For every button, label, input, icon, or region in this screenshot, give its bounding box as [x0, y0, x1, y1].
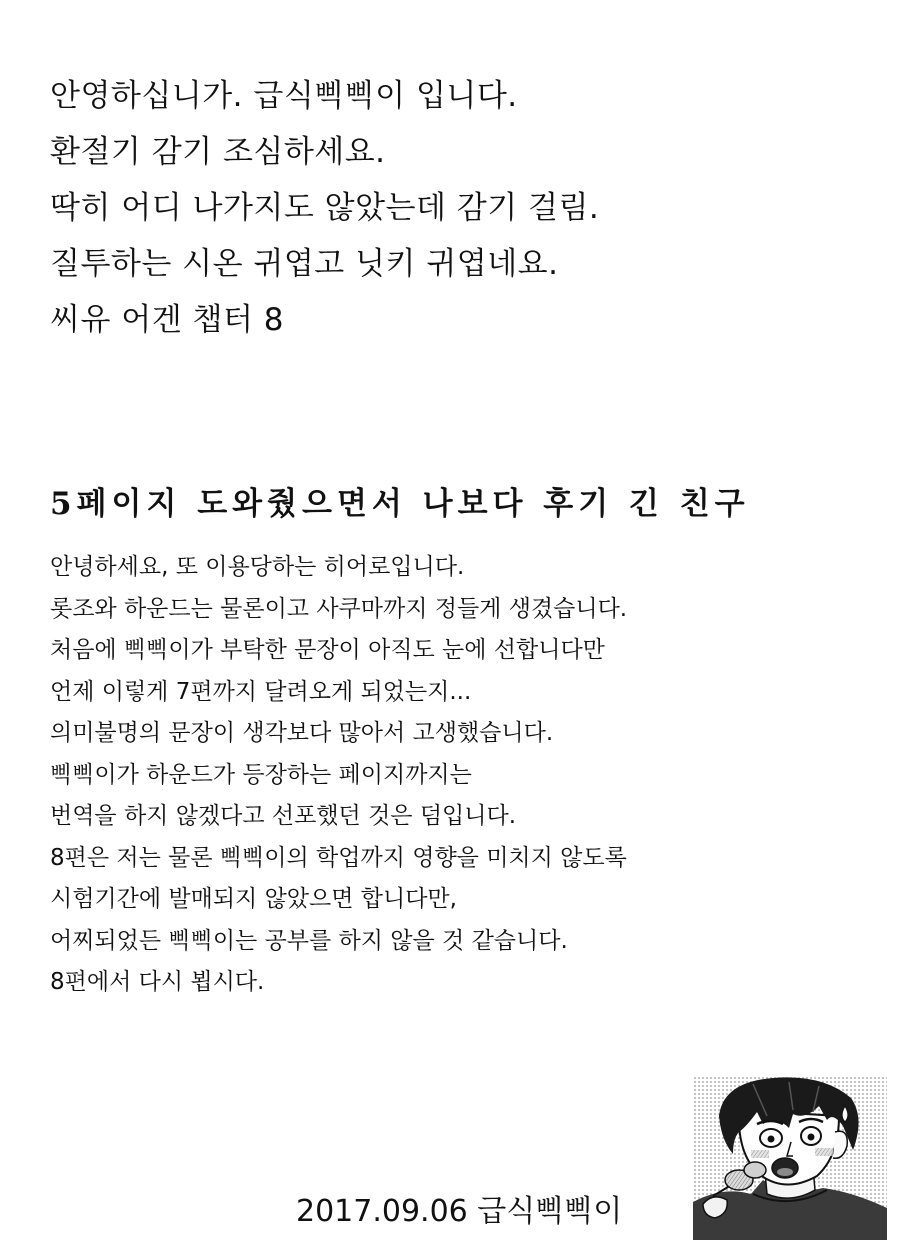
body-line: 8편은 저는 물론 삑삑이의 학업까지 영향을 미치지 않도록 — [50, 844, 627, 871]
body-line: 삑삑이가 하운드가 등장하는 페이지까지는 — [50, 761, 472, 788]
body-line: 어찌되었든 삑삑이는 공부를 하지 않을 것 같습니다. — [50, 927, 568, 954]
manga-character-icon — [693, 1076, 887, 1240]
translator-message — [50, 547, 870, 1004]
intro-line: 안영하십니가. 급식삑삑이 입니다. — [50, 78, 518, 114]
intro-message — [50, 68, 870, 348]
intro-line: 딱히 어디 나가지도 않았는데 감기 걸림. — [50, 190, 600, 226]
signature-date: 2017.09.06 급식삑삑이 — [296, 1194, 623, 1229]
intro-line: 환절기 감기 조심하세요. — [50, 134, 386, 170]
intro-line: 질투하는 시온 귀엽고 닛키 귀엽네요. — [50, 246, 559, 282]
body-line: 시험기간에 발매되지 않았으면 합니다만, — [50, 886, 457, 912]
body-line: 의미불명의 문장이 생각보다 많아서 고생했습니다. — [50, 720, 554, 746]
body-line: 안녕하세요, 또 이용당하는 히어로입니다. — [50, 554, 465, 580]
body-line: 언제 이렇게 7편까지 달려오게 되었는지... — [50, 678, 472, 705]
body-line: 8편에서 다시 뵙시다. — [50, 969, 265, 995]
section-heading: 5페이지 도와줬으면서 나보다 후기 긴 친구 — [50, 486, 750, 522]
body-line: 처음에 삑삑이가 부탁한 문장이 아직도 눈에 선합니다만 — [50, 637, 605, 663]
body-line: 롯조와 하운드는 물론이고 사쿠마까지 정들게 생겼습니다. — [50, 595, 628, 622]
intro-line: 씨유 어겐 챕터 8 — [50, 302, 284, 338]
body-line: 번역을 하지 않겠다고 선포했던 것은 덤입니다. — [50, 803, 517, 829]
